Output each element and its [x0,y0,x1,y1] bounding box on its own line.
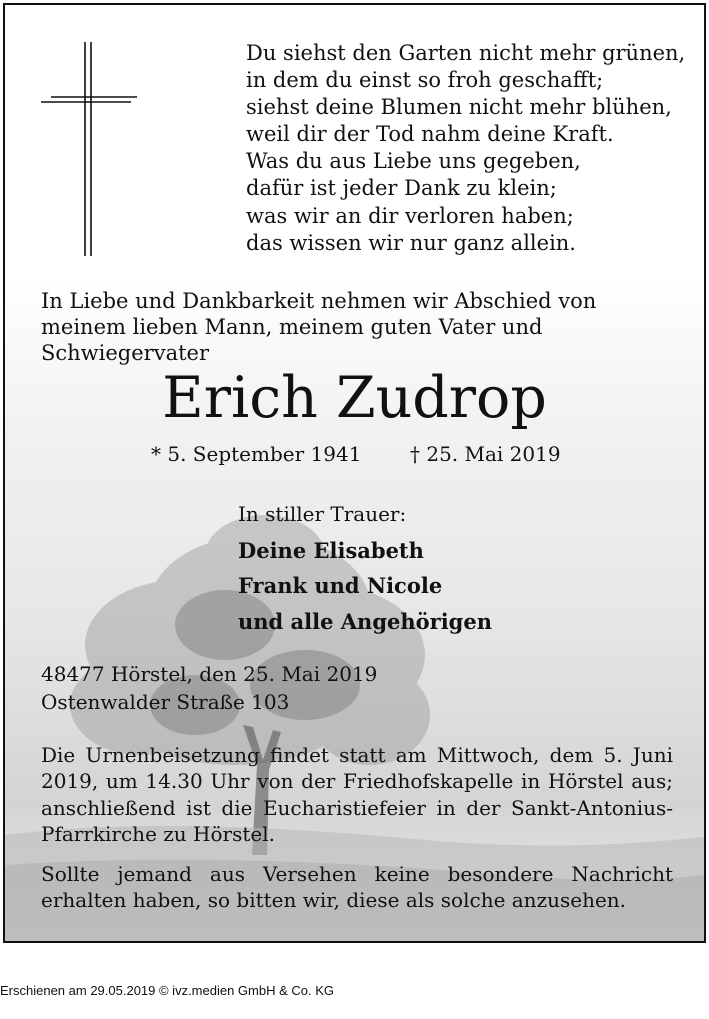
poem-line: was wir an dir verloren haben; [246,203,574,228]
mourner-name: Deine Elisabeth [238,537,424,563]
poem-line: in dem du einst so froh geschafft; [246,68,604,93]
mourners-label: In stiller Trauer: [238,502,407,526]
street: Ostenwalder Straße 103 [41,690,290,714]
poem-line: dafür ist jeder Dank zu klein; [246,176,557,201]
mourner-name: und alle Angehörigen [238,608,492,634]
mourner-name: Frank und Nicole [238,573,443,598]
birth-date: * 5. September 1941 [151,442,362,466]
poem [246,40,685,257]
poem-line: Was du aus Liebe uns gegeben, [246,149,581,174]
obituary-notice [3,3,706,943]
poem-line: weil dir der Tod nahm deine Kraft. [246,122,614,147]
poem-line: das wissen wir nur ganz allein. [246,230,576,255]
address [41,660,377,716]
publication-credit: Erschienen am 29.05.2019 © ivz.medien GmbH & Co. KG [0,983,335,998]
cross-icon [41,42,137,258]
death-date: † 25. Mai 2019 [410,442,561,466]
intro-text: In Liebe und Dankbarkeit nehmen wir Abschied von meinem lieben Mann, meinem guten Vater und Schwiegervater [41,289,597,365]
deceased-name: Erich Zudrop [162,365,547,431]
poem-line: Du siehst den Garten nicht mehr grünen, [246,41,686,65]
notification-text: Sollte jemand aus Versehen keine besondere Nachricht erhalten haben, so bitten wir, diese als solche anzusehen. [41,862,673,913]
urn-burial-text: Die Urnenbeisetzung findet statt am Mittwoch, dem 5. Juni 2019, um 14.30 Uhr von der Friedhofskapelle in Hörstel aus; anschließend ist die Eucharistiefeier in der Sankt-Antonius-Pfarrkirche zu Hörstel. [41,743,673,846]
poem-line: siehst deine Blumen nicht mehr blühen, [246,95,672,120]
mourners [238,497,492,639]
place-date: 48477 Hörstel, den 25. Mai 2019 [41,662,378,686]
